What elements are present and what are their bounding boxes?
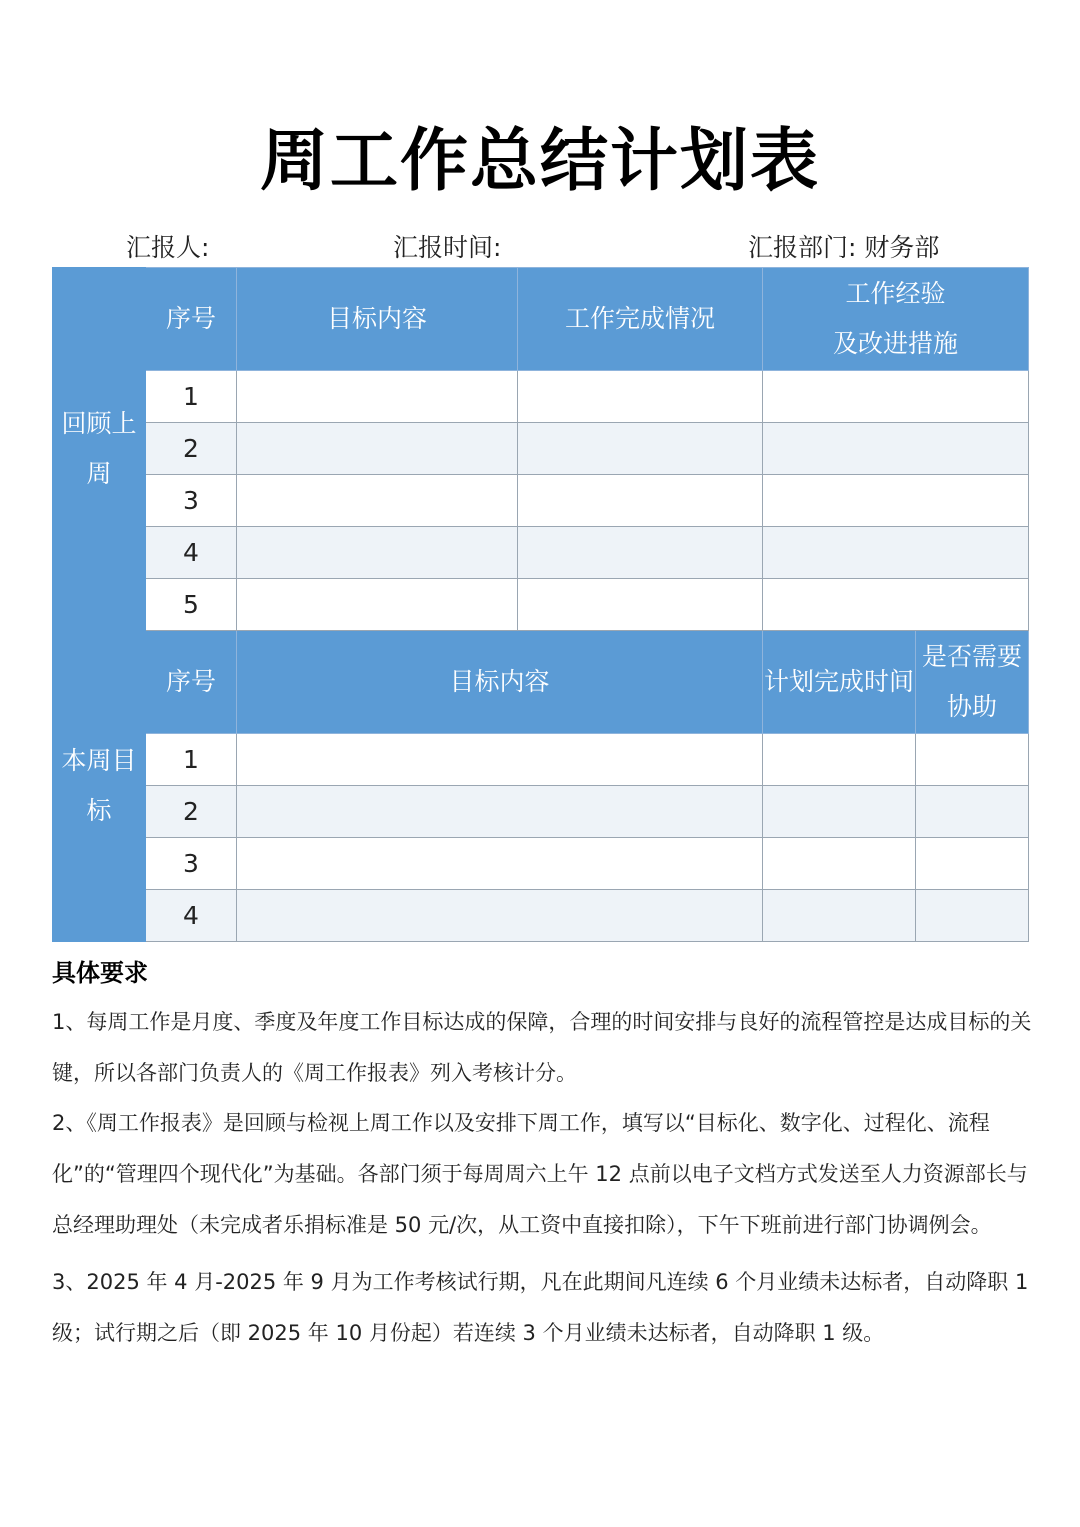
review-status-cell[interactable] — [518, 475, 763, 527]
plan-help-cell[interactable] — [916, 734, 1029, 786]
plan-header-index: 序号 — [146, 631, 237, 734]
review-row-index: 5 — [146, 579, 237, 631]
plan-row-index: 3 — [146, 838, 237, 890]
plan-deadline-cell[interactable] — [763, 786, 916, 838]
report-department-value: 财务部 — [864, 233, 940, 262]
plan-row-index: 2 — [146, 786, 237, 838]
review-row-index: 2 — [146, 423, 237, 475]
plan-help-cell[interactable] — [916, 838, 1029, 890]
review-status-cell[interactable] — [518, 527, 763, 579]
review-row-index: 4 — [146, 527, 237, 579]
plan-side-label: 本周目标 — [53, 631, 146, 942]
review-row-index: 3 — [146, 475, 237, 527]
review-header-experience-line2: 及改进措施 — [833, 329, 959, 358]
review-row-index: 1 — [146, 371, 237, 423]
plan-deadline-cell[interactable] — [763, 890, 916, 942]
review-target-cell[interactable] — [237, 579, 518, 631]
requirements-title: 具体要求 — [52, 959, 148, 987]
review-target-cell[interactable] — [237, 527, 518, 579]
review-row — [53, 423, 1029, 475]
plan-row — [53, 838, 1029, 890]
plan-row — [53, 890, 1029, 942]
plan-header-deadline: 计划完成时间 — [763, 631, 916, 734]
plan-help-cell[interactable] — [916, 890, 1029, 942]
reporter-label: 汇报人: — [126, 233, 210, 262]
review-header-index: 序号 — [146, 268, 237, 371]
plan-deadline-cell[interactable] — [763, 734, 916, 786]
review-experience-cell[interactable] — [763, 527, 1029, 579]
page-title: 周工作总结计划表 — [259, 122, 820, 201]
weekly-report-table — [52, 267, 1029, 942]
review-row — [53, 371, 1029, 423]
requirement-item: 3、2025 年 4 月-2025 年 9 月为工作考核试行期，凡在此期间凡连续 6 个月业绩未达标者，自动降职 1 级；试行期之后（即 2025 年 10 月份起）若连续 3 个月业绩未达标者，自动降职 1 级。 — [52, 1270, 1029, 1345]
plan-help-cell[interactable] — [916, 786, 1029, 838]
plan-row — [53, 734, 1029, 786]
requirement-item: 2、《周工作报表》是回顾与检视上周工作以及安排下周工作，填写以“目标化、数字化、过程化、流程化”的“管理四个现代化”为基础。各部门须于每周周六上午 12 点前以电子文档方式发送至人力资源部长与总经理助理处（未完成者乐捐标准是 50 元/次，从工资中直接扣除），下午下班前进行部门协调例会。 — [52, 1111, 1028, 1237]
review-status-cell[interactable] — [518, 371, 763, 423]
review-target-cell[interactable] — [237, 371, 518, 423]
plan-header-help: 是否需要协助 — [916, 631, 1029, 734]
review-target-cell[interactable] — [237, 475, 518, 527]
review-row — [53, 475, 1029, 527]
review-header-target: 目标内容 — [237, 268, 518, 371]
plan-row-index: 4 — [146, 890, 237, 942]
review-experience-cell[interactable] — [763, 371, 1029, 423]
review-experience-cell[interactable] — [763, 475, 1029, 527]
plan-header-target: 目标内容 — [237, 631, 763, 734]
plan-row — [53, 786, 1029, 838]
review-header-experience-line1: 工作经验 — [845, 279, 946, 308]
report-department-label: 汇报部门: — [748, 233, 857, 262]
review-header-row — [53, 268, 1029, 371]
review-side-label: 回顾上周 — [53, 268, 146, 631]
review-status-cell[interactable] — [518, 579, 763, 631]
plan-target-cell[interactable] — [237, 838, 763, 890]
plan-row-index: 1 — [146, 734, 237, 786]
plan-deadline-cell[interactable] — [763, 838, 916, 890]
plan-target-cell[interactable] — [237, 734, 763, 786]
plan-target-cell[interactable] — [237, 786, 763, 838]
review-row — [53, 579, 1029, 631]
review-row — [53, 527, 1029, 579]
review-target-cell[interactable] — [237, 423, 518, 475]
review-experience-cell[interactable] — [763, 423, 1029, 475]
report-time-label: 汇报时间: — [393, 233, 502, 262]
review-experience-cell[interactable] — [763, 579, 1029, 631]
plan-target-cell[interactable] — [237, 890, 763, 942]
review-header-experience — [763, 268, 1029, 371]
plan-header-row — [53, 631, 1029, 734]
requirement-item: 1、每周工作是月度、季度及年度工作目标达成的保障，合理的时间安排与良好的流程管控是达成目标的关键，所以各部门负责人的《周工作报表》列入考核计分。 — [52, 1010, 1032, 1085]
report-department — [748, 230, 939, 266]
review-header-status: 工作完成情况 — [518, 268, 763, 371]
review-status-cell[interactable] — [518, 423, 763, 475]
